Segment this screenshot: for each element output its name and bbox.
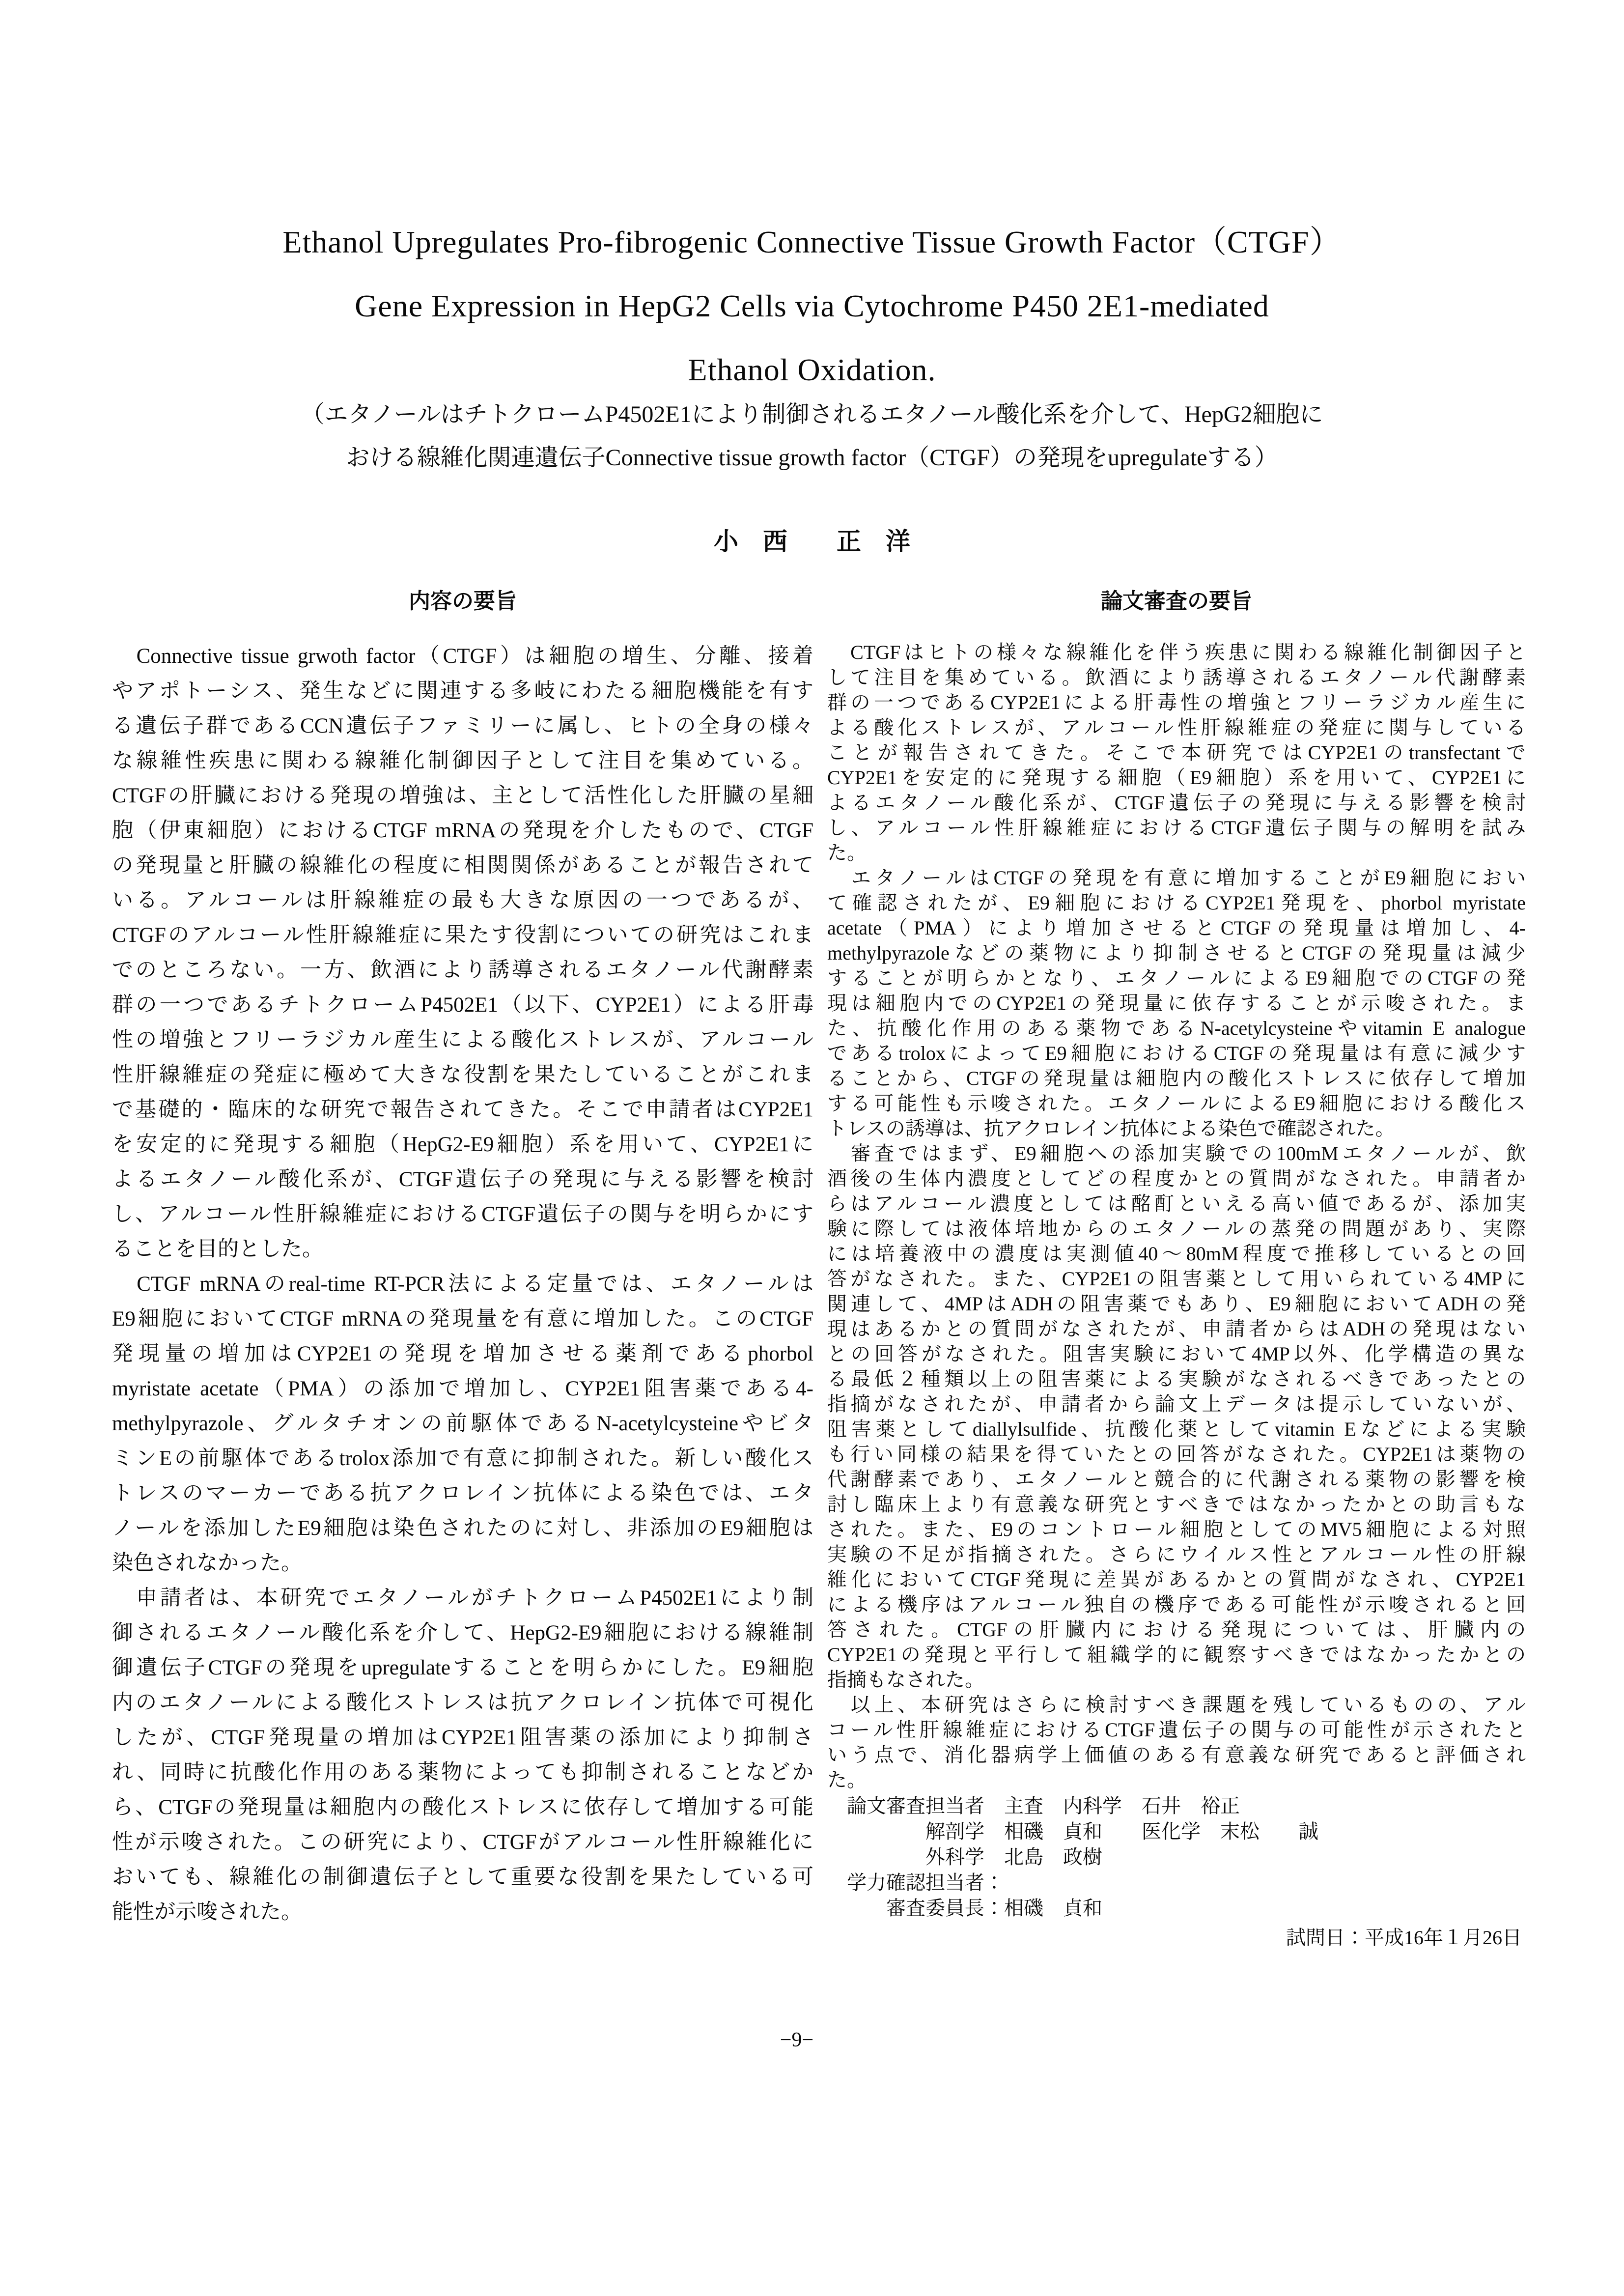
- text-line: よるエタノール酸化系が、CTGF遺伝子の発現に与える影響を検討: [827, 792, 1526, 814]
- text-line: やアポトーシス、発生などに関連する多岐にわたる細胞機能を有す: [112, 680, 813, 703]
- text-line: であるtroloxによってE9細胞におけるCTGFの発現量は有意に減少す: [827, 1042, 1526, 1064]
- text-line: 解剖学 相磯 貞和 医化学 末松 誠: [827, 1820, 1318, 1842]
- text-line: CTGFの肝臓における発現の増強は、主として活性化した肝臓の星細: [112, 784, 813, 807]
- text-line: myristate acetate（PMA）の添加で増加し、CYP2E1阻害薬である4-: [112, 1377, 813, 1400]
- text-line: る最低２種類以上の阻害薬による実験がなされるべきであったとの: [827, 1368, 1526, 1390]
- text-line: 現は細胞内でのCYP2E1の発現量に依存することが示唆された。ま: [827, 992, 1526, 1014]
- text-line: 験に際しては液体培地からのエタノールの蒸発の問題があり、実際: [827, 1218, 1526, 1240]
- text-line: コール性肝線維症におけるCTGF遺伝子の関与の可能性が示されたと: [827, 1719, 1526, 1741]
- text-line: 酒後の生体内濃度としてどの程度かとの質問がなされた。申請者か: [827, 1167, 1526, 1190]
- text-line: 発現量の増加はCYP2E1の発現を増加させる薬剤であるphorbol: [112, 1342, 813, 1365]
- text-line: には培養液中の濃度は実測値40～80mM程度で推移しているとの回: [827, 1243, 1526, 1265]
- text-line: 審査ではまず、E9細胞への添加実験での100mMエタノールが、飲: [827, 1142, 1526, 1164]
- text-line: 御遺伝子CTGFの発現をupregulateすることを明らかにした。E9細胞: [112, 1656, 813, 1679]
- text-line: された。また、E9のコントロール細胞としてのMV5細胞による対照: [827, 1518, 1526, 1540]
- text-line: methylpyrazole、グルタチオンの前駆体であるN-acetylcysteineやビタ: [112, 1412, 813, 1435]
- text-line: いう点で、消化器病学上価値のある有意義な研究であると評価され: [827, 1744, 1526, 1766]
- text-line: トレスのマーカーである抗アクロレイン抗体による染色では、エタ: [112, 1482, 813, 1505]
- page-title-line-2: Gene Expression in HepG2 Cells via Cytochrome P450 2E1-mediated: [355, 288, 1269, 323]
- text-line: 指摘がなされたが、申請者から論文上データは提示していないが、: [827, 1393, 1526, 1415]
- text-line: 阻害薬としてdiallylsulfide、抗酸化薬としてvitamin Eなどによる実験: [827, 1418, 1526, 1440]
- review-column: [827, 640, 1526, 1792]
- text-line: トレスの誘導は、抗アクロレイン抗体による染色で確認された。: [827, 1117, 1395, 1139]
- text-line: による機序はアルコール独自の機序である可能性が示唆されると回: [827, 1593, 1526, 1616]
- text-line: 群の一つであるCYP2E1による肝毒性の増強とフリーラジカル産生に: [827, 691, 1526, 713]
- text-line: よる酸化ストレスが、アルコール性肝線維症の発症に関与している: [827, 716, 1526, 738]
- text-line: して注目を集めている。飲酒により誘導されるエタノール代謝酵素: [827, 666, 1526, 688]
- text-line: Connective tissue grwoth factor（CTGF）は細胞の増生、分離、接着: [112, 645, 813, 668]
- text-line: 学力確認担当者：: [827, 1871, 1004, 1894]
- abstract-heading: 内容の要旨: [409, 589, 517, 613]
- text-line: な線維性疾患に関わる線維化制御因子として注目を集めている。: [112, 749, 813, 772]
- text-line: 染色されなかった。: [112, 1552, 302, 1575]
- text-line: れ、同時に抗酸化作用のある薬物によっても抑制されることなどか: [112, 1761, 813, 1784]
- text-line: し、アルコール性肝線維症におけるCTGF遺伝子の関与を明らかにす: [112, 1203, 813, 1226]
- text-line: た。: [827, 1769, 867, 1791]
- text-line: し、アルコール性肝線維症におけるCTGF遺伝子関与の解明を試み: [827, 817, 1526, 839]
- text-line: 胞（伊東細胞）におけるCTGF mRNAの発現を介したもので、CTGF: [112, 819, 813, 842]
- text-line: 群の一つであるチトクロームP4502E1（以下、CYP2E1）による肝毒: [112, 993, 813, 1017]
- text-line: 外科学 北島 政樹: [827, 1846, 1102, 1868]
- text-line: ノールを添加したE9細胞は染色されたのに対し、非添加のE9細胞は: [112, 1517, 813, 1540]
- text-line: CYP2E1を安定的に発現する細胞（E9細胞）系を用いて、CYP2E1に: [827, 766, 1526, 789]
- text-line: 維化においてCTGF発現に差異があるかとの質問がなされ、CYP2E1: [827, 1568, 1526, 1590]
- text-line: 御されるエタノール酸化系を介して、HepG2-E9細胞における線維制: [112, 1621, 813, 1644]
- japanese-subtitle-block: [0, 393, 1624, 480]
- text-line: らはアルコール濃度としては酩酊といえる高い値であるが、添加実: [827, 1192, 1526, 1215]
- text-line: よるエタノール酸化系が、CTGF遺伝子の発現に与える影響を検討: [112, 1168, 813, 1191]
- text-line: ることから、CTGFの発現量は細胞内の酸化ストレスに依存して増加: [827, 1067, 1526, 1089]
- text-line: 性肝線維症の発症に極めて大きな役割を果たしていることがこれま: [112, 1063, 813, 1086]
- text-line: でのところない。一方、飲酒により誘導されるエタノール代謝酵素: [112, 959, 813, 982]
- text-line: を安定的に発現する細胞（HepG2-E9細胞）系を用いて、CYP2E1に: [112, 1133, 813, 1156]
- text-line: 代謝酵素であり、エタノールと競合的に代謝される薬物の影響を検: [827, 1468, 1526, 1490]
- text-line: た、抗酸化作用のある薬物であるN-acetylcysteineやvitamin E analogue: [827, 1017, 1526, 1039]
- text-line: る遺伝子群であるCCN遺伝子ファミリーに属し、ヒトの全身の様々: [112, 714, 813, 737]
- text-line: する可能性も示唆された。エタノールによるE9細胞における酸化ス: [827, 1092, 1526, 1114]
- text-line: 内のエタノールによる酸化ストレスは抗アクロレイン抗体で可視化: [112, 1691, 813, 1714]
- title-block: [0, 210, 1624, 402]
- committee-block: [827, 1793, 1526, 1921]
- text-line: CTGFはヒトの様々な線維化を伴う疾患に関わる線維化制御因子と: [827, 641, 1526, 663]
- text-line: E9細胞においてCTGF mRNAの発現量を有意に増加した。このCTGF: [112, 1307, 813, 1331]
- text-line: CTGFのアルコール性肝線維症に果たす役割についての研究はこれま: [112, 924, 813, 947]
- text-line: 討し臨床上より有意義な研究とすべきではなかったかとの助言もな: [827, 1493, 1526, 1515]
- text-line: 指摘もなされた。: [827, 1669, 984, 1691]
- text-line: 答された。CTGFの肝臓内における発現については、肝臓内の: [827, 1618, 1526, 1641]
- text-line: したが、CTGF発現量の増加はCYP2E1阻害薬の添加により抑制さ: [112, 1726, 813, 1749]
- text-line: 性が示唆された。この研究により、CTGFがアルコール性肝線維化に: [112, 1831, 813, 1854]
- text-line: CTGF mRNAのreal-time RT-PCR法による定量では、エタノールは: [112, 1273, 813, 1296]
- text-line: ることを目的とした。: [112, 1238, 323, 1261]
- text-line: 関連して、4MPはADHの阻害薬でもあり、E9細胞においてADHの発: [827, 1293, 1526, 1315]
- text-line: 実験の不足が指摘された。さらにウイルス性とアルコール性の肝線: [827, 1543, 1526, 1565]
- text-line: との回答がなされた。阻害実験において4MP以外、化学構造の異な: [827, 1343, 1526, 1365]
- text-line: で基礎的・臨床的な研究で報告されてきた。そこで申請者はCYP2E1: [112, 1098, 813, 1121]
- text-line: acetate（PMA）により増加させるとCTGFの発現量は増加し、4-: [827, 917, 1526, 939]
- text-line: 審査委員長：相磯 貞和: [827, 1897, 1102, 1919]
- text-line: 性の増強とフリーラジカル産生による酸化ストレスが、アルコール: [112, 1028, 813, 1051]
- text-line: も行い同様の結果を得ていたとの回答がなされた。CYP2E1は薬物の: [827, 1443, 1526, 1465]
- text-line: ミンEの前駆体であるtrolox添加で有意に抑制された。新しい酸化ス: [112, 1447, 813, 1470]
- text-line: て確認されたが、E9細胞におけるCYP2E1発現を、phorbol myristate: [827, 892, 1526, 914]
- subtitle-line-2: おける線維化関連遺伝子Connective tissue growth factor（CTGF）の発現をupregulateする）: [346, 445, 1278, 471]
- text-line: た。: [827, 842, 867, 864]
- abstract-column: [112, 639, 813, 1929]
- text-line: の発現量と肝臓の線維化の程度に相関関係があることが報告されて: [112, 854, 813, 877]
- text-line: 以上、本研究はさらに検討すべき課題を残しているものの、アル: [827, 1694, 1526, 1716]
- text-line: CYP2E1の発現と平行して組織学的に観察すべきではなかったかとの: [827, 1644, 1526, 1666]
- text-line: ら、CTGFの発現量は細胞内の酸化ストレスに依存して増加する可能: [112, 1796, 813, 1819]
- text-line: 論文審査担当者 主査 内科学 石井 裕正: [827, 1795, 1240, 1817]
- exam-date: 試問日：平成16年１月26日: [1286, 1927, 1522, 1949]
- text-line: methylpyrazoleなどの薬物により抑制させるとCTGFの発現量は減少: [827, 942, 1526, 964]
- text-line: 能性が示唆された。: [112, 1900, 302, 1924]
- text-line: ことが報告されてきた。そこで本研究ではCYP2E1のtransfectantで: [827, 741, 1526, 764]
- page-number: −9−: [780, 2029, 814, 2051]
- text-line: いる。アルコールは肝線維症の最も大きな原因の一つであるが、: [112, 889, 813, 912]
- text-line: 答がなされた。また、CYP2E1の阻害薬として用いられている4MPに: [827, 1268, 1526, 1290]
- text-line: おいても、線維化の制御遺伝子として重要な役割を果たしている可: [112, 1866, 813, 1889]
- subtitle-line-1: （エタノールはチトクロームP4502E1により制御されるエタノール酸化系を介して、HepG2細胞に: [301, 401, 1323, 427]
- page-title-line-3: Ethanol Oxidation.: [688, 352, 936, 387]
- page-title-line-1: Ethanol Upregulates Pro-fibrogenic Connective Tissue Growth Factor（CTGF）: [282, 225, 1342, 259]
- text-line: することが明らかとなり、エタノールによるE9細胞でのCTGFの発: [827, 967, 1526, 989]
- text-line: 現はあるかとの質問がなされたが、申請者からはADHの発現はない: [827, 1318, 1526, 1340]
- text-line: エタノールはCTGFの発現を有意に増加することがE9細胞におい: [827, 867, 1526, 889]
- text-line: 申請者は、本研究でエタノールがチトクロームP4502E1により制: [112, 1587, 813, 1610]
- author-name: 小 西 正 洋: [714, 528, 910, 555]
- review-heading: 論文審査の要旨: [1101, 589, 1252, 613]
